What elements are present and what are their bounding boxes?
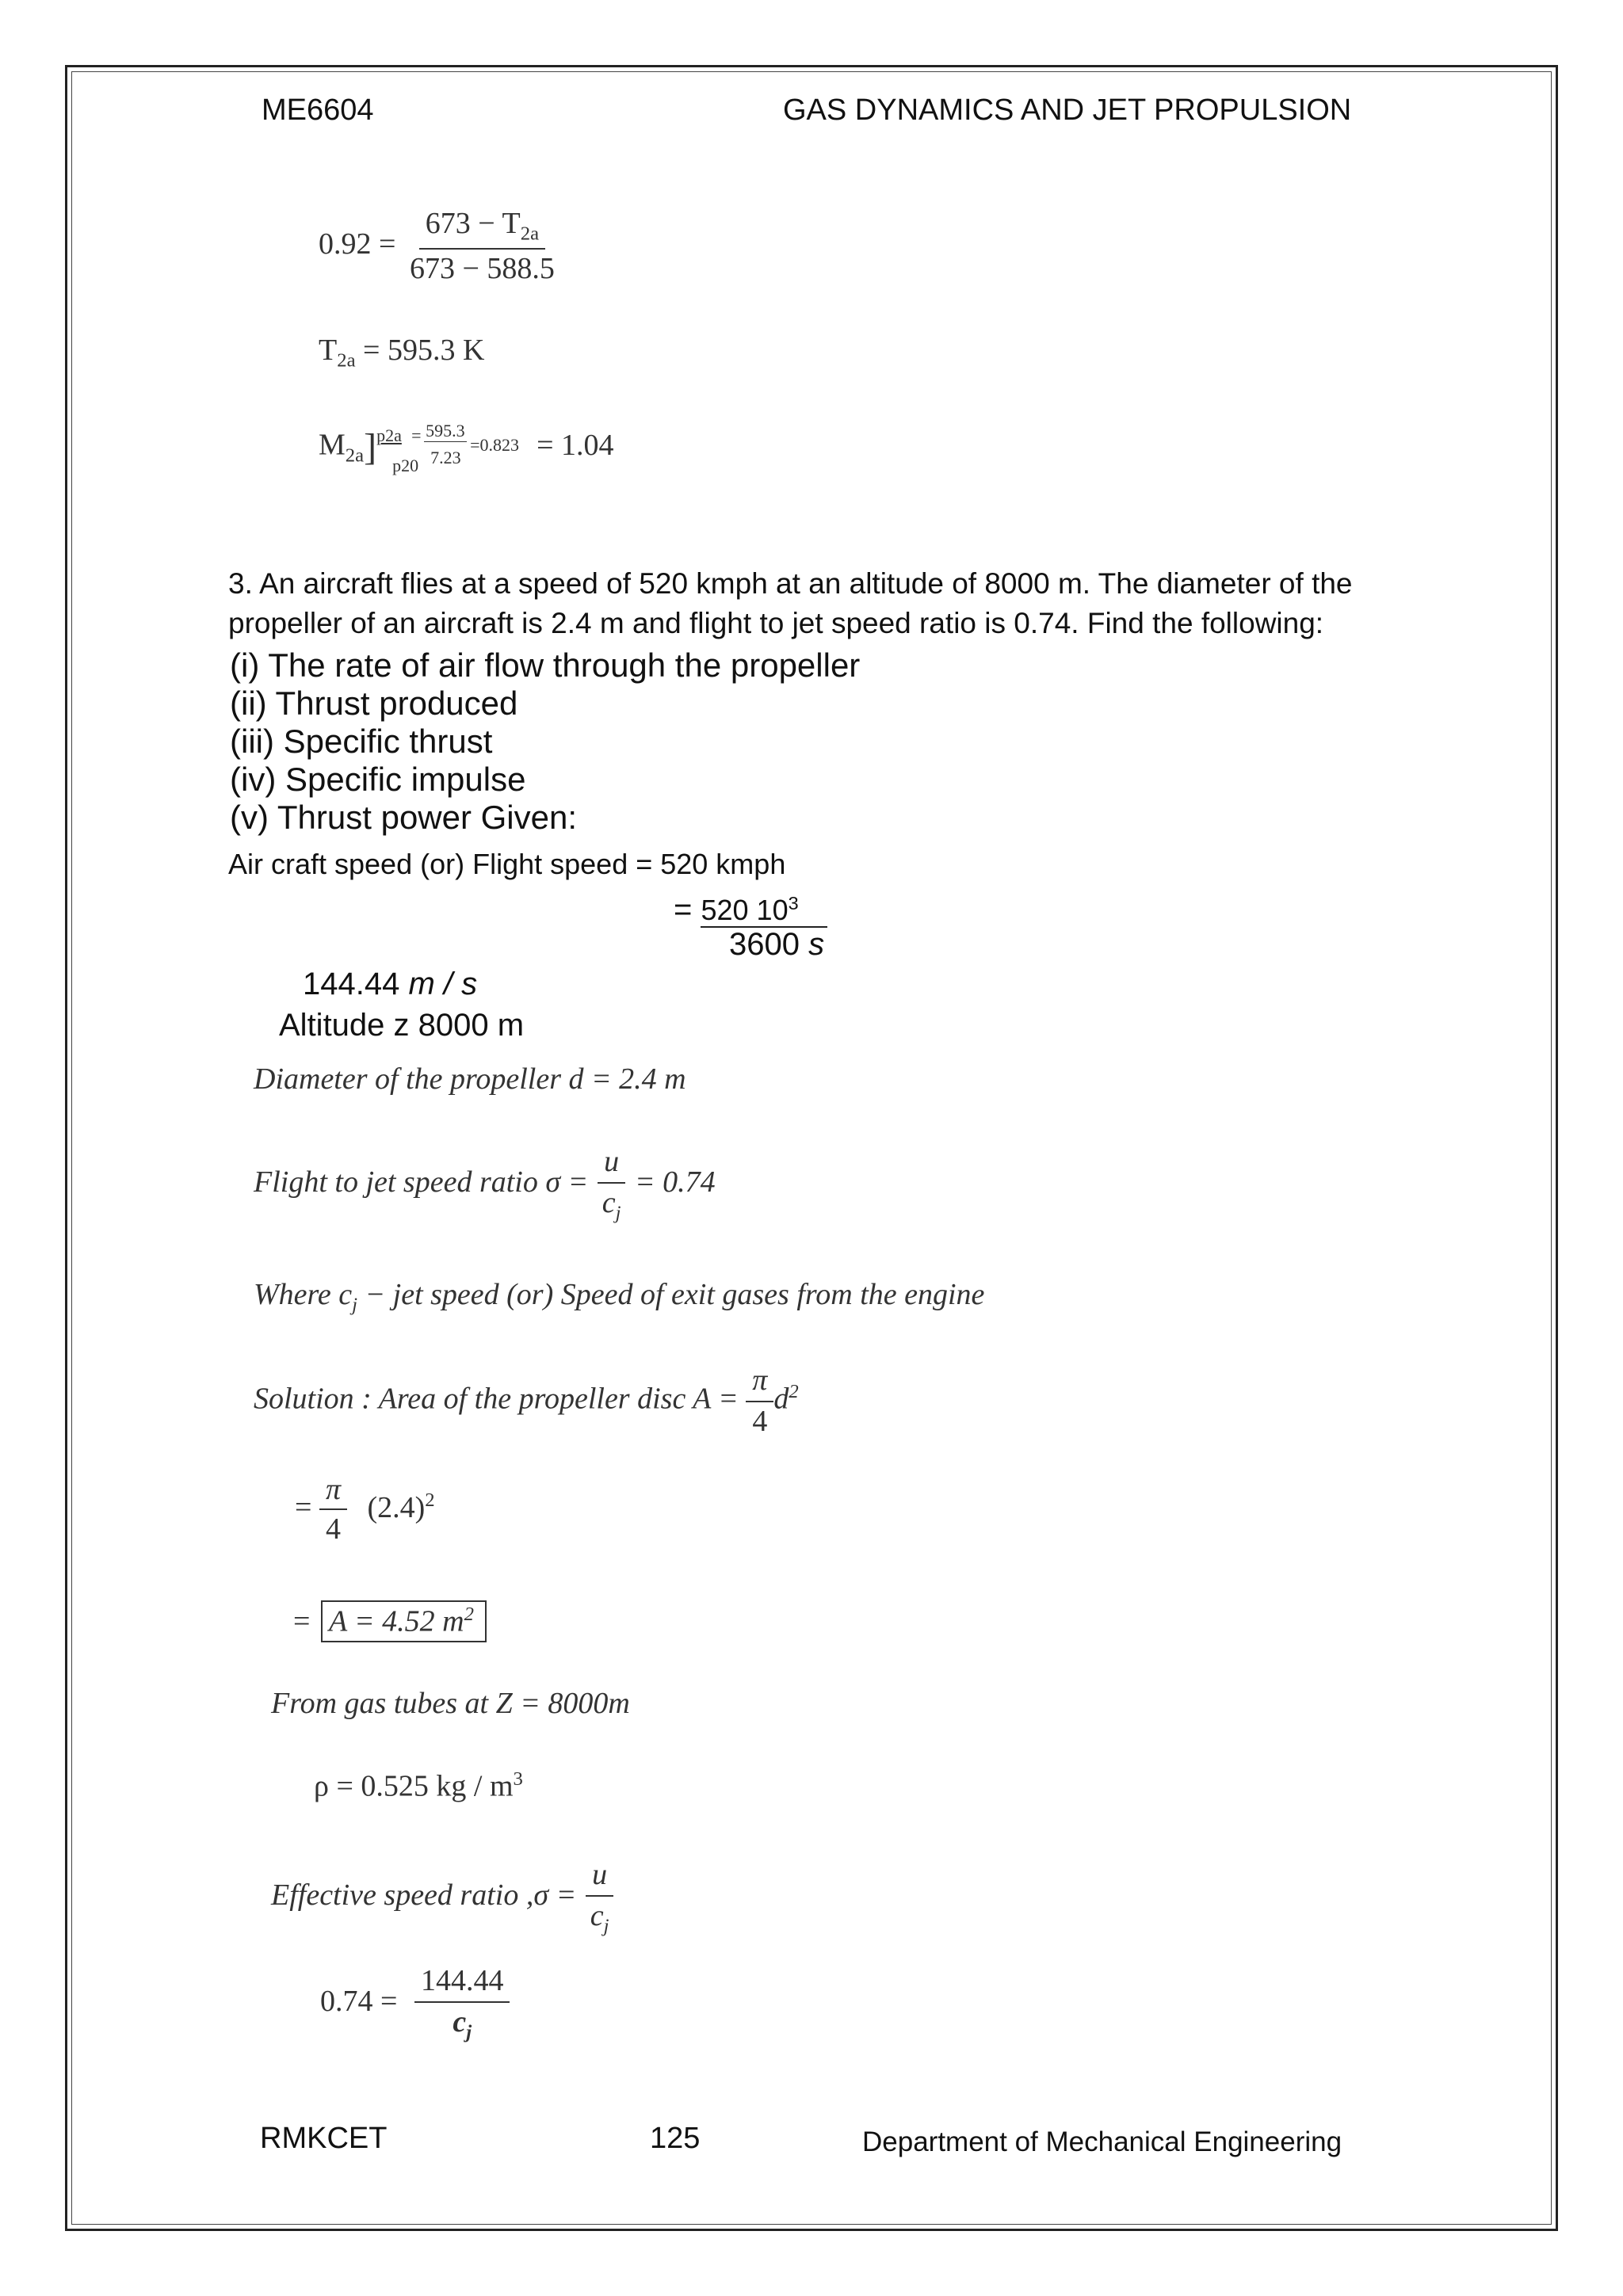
solution-area-formula-fraction (746, 1364, 773, 1439)
problem-item-list (230, 646, 860, 837)
solution-jet-speed-equation (320, 1965, 510, 2043)
given-speed-conversion-numerator-sup: 3 (788, 893, 799, 913)
given-speed-conversion (674, 892, 827, 928)
solution-effective-ratio-fraction (584, 1859, 616, 1937)
header-course-title: GAS DYNAMICS AND JET PROPULSION (783, 93, 1352, 127)
solution-gas-tables: From gas tubes at Z = 8000m (271, 1687, 630, 1720)
problem-line-2: propeller of an aircraft is 2.4 m and flight to jet speed ratio is 0.74. Find the following: (228, 607, 1324, 639)
equation-efficiency-fraction (403, 208, 561, 286)
problem-item: (i) The rate of air flow through the propeller (230, 646, 861, 684)
equation-m2a (319, 421, 614, 475)
equation-m2a-p20: p20 (392, 456, 419, 475)
equation-efficiency-denominator: 673 − 588.5 (409, 251, 555, 285)
solution-effective-ratio-denominator-sub: j (603, 1915, 609, 1937)
equation-m2a-symbol: M (319, 428, 346, 462)
given-altitude: Altitude z 8000 m (279, 1008, 525, 1043)
equation-m2a-equals: = (411, 425, 422, 445)
given-speed-conversion-denominator (729, 927, 824, 963)
given-diameter: Diameter of the propeller d = 2.4 m (254, 1062, 686, 1096)
equation-m2a-fraction-denominator: 7.23 (430, 448, 461, 467)
footer-department: Department of Mechanical Engineering (862, 2126, 1342, 2157)
definition-jet-speed-symbol: Where c (254, 1278, 353, 1311)
solution-area-formula-rhs: d (773, 1382, 789, 1416)
problem-item: (v) Thrust power Given: (230, 799, 578, 836)
solution-area-substitution-value: (2.4) (367, 1490, 426, 1524)
given-speed-conversion-numerator (701, 894, 827, 928)
equation-m2a-condition (376, 421, 520, 475)
problem-line-1: 3. An aircraft flies at a speed of 520 kmph at an altitude of 8000 m. The diameter of the (228, 567, 1353, 600)
given-speed-conversion-numerator-value: 520 10 (701, 894, 789, 926)
given-speed-ratio (254, 1146, 716, 1224)
solution-area-result-value: A = 4.52 m (328, 1604, 464, 1638)
given-speed-ratio-denominator: c (601, 1185, 616, 1219)
equation-efficiency (319, 208, 561, 286)
given-speed-conversion-equals: = (674, 892, 701, 927)
solution-area-result (293, 1600, 487, 1642)
solution-effective-ratio-lhs: Effective speed ratio ,σ = (271, 1878, 577, 1912)
given-speed-ratio-fraction (596, 1146, 628, 1224)
problem-item: (iv) Specific impulse (230, 761, 526, 798)
definition-jet-speed (254, 1277, 984, 1317)
equation-m2a-ratio: =0.823 (470, 435, 520, 455)
solution-area-formula-numerator: π (746, 1364, 773, 1402)
given-speed-ratio-value: = 0.74 (634, 1165, 716, 1199)
solution-area-substitution-equals: = (295, 1490, 312, 1524)
given-speed-ratio-lhs: Flight to jet speed ratio σ = (254, 1165, 589, 1199)
solution-density-sup: 3 (513, 1768, 523, 1790)
footer-page-number: 125 (650, 2122, 701, 2155)
equation-m2a-p2a: p2a (376, 425, 402, 445)
solution-effective-ratio-denominator: c (590, 1898, 604, 1932)
given-speed-unit: m / s (408, 967, 478, 1001)
equation-m2a-sub: 2a (345, 444, 365, 467)
solution-area-formula (254, 1364, 799, 1439)
equation-t2a (319, 333, 484, 372)
solution-density-value: ρ = 0.525 kg / m (314, 1769, 514, 1803)
equation-m2a-fraction-numerator: 595.3 (426, 421, 465, 441)
solution-area-formula-rhs-sup: 2 (789, 1380, 799, 1402)
solution-jet-speed-equation-fraction (414, 1965, 510, 2043)
equation-t2a-value: = 595.3 K (355, 334, 485, 367)
equation-efficiency-numerator-sub: 2a (520, 223, 540, 245)
footer-college: RMKCET (260, 2122, 388, 2155)
given-aircraft-speed: Air craft speed (or) Flight speed = 520 kmph (228, 848, 786, 880)
equation-m2a-bracket: ] (364, 426, 377, 468)
given-speed-conversion-denominator-unit: s (808, 927, 825, 962)
solution-area-substitution-fraction (319, 1474, 347, 1547)
solution-density (314, 1768, 523, 1804)
solution-area-result-sup: 2 (464, 1604, 474, 1625)
equation-t2a-sub: 2a (337, 349, 356, 372)
header-course-code: ME6604 (262, 93, 374, 127)
problem-item: (ii) Thrust produced (230, 685, 518, 722)
solution-area-substitution (295, 1474, 435, 1547)
solution-jet-speed-equation-denominator-sub: j (466, 2021, 472, 2043)
solution-area-formula-denominator: 4 (752, 1404, 768, 1438)
equation-m2a-result: = 1.04 (537, 428, 614, 462)
given-speed-value: 144.44 (303, 967, 409, 1001)
problem-item: (iii) Specific thrust (230, 723, 493, 760)
solution-area-substitution-sup: 2 (425, 1489, 435, 1511)
definition-jet-speed-text: − jet speed (or) Speed of exit gases from the engine (357, 1278, 985, 1311)
solution-effective-ratio (271, 1859, 615, 1937)
solution-area-substitution-denominator: 4 (319, 1508, 347, 1547)
given-speed-ratio-denominator-sub: j (615, 1202, 621, 1224)
given-speed-conversion-denominator-value: 3600 (729, 927, 809, 962)
solution-area-result-equals: = (293, 1604, 311, 1638)
solution-area-substitution-numerator: π (325, 1473, 341, 1506)
solution-jet-speed-equation-denominator: c (453, 2004, 467, 2039)
solution-jet-speed-equation-lhs: 0.74 = (320, 1985, 398, 2018)
solution-area-result-box (321, 1600, 487, 1642)
equation-t2a-symbol: T (319, 334, 338, 367)
given-speed-ms (303, 967, 477, 1002)
solution-effective-ratio-numerator: u (586, 1859, 613, 1897)
equation-efficiency-numerator: 673 − T (425, 207, 521, 240)
given-speed-ratio-numerator: u (598, 1146, 625, 1184)
equation-efficiency-lhs: 0.92 = (319, 227, 396, 261)
definition-jet-speed-sub: j (352, 1294, 357, 1316)
solution-jet-speed-equation-numerator: 144.44 (414, 1965, 510, 2003)
solution-area-formula-lhs: Solution : Area of the propeller disc A = (254, 1382, 739, 1416)
